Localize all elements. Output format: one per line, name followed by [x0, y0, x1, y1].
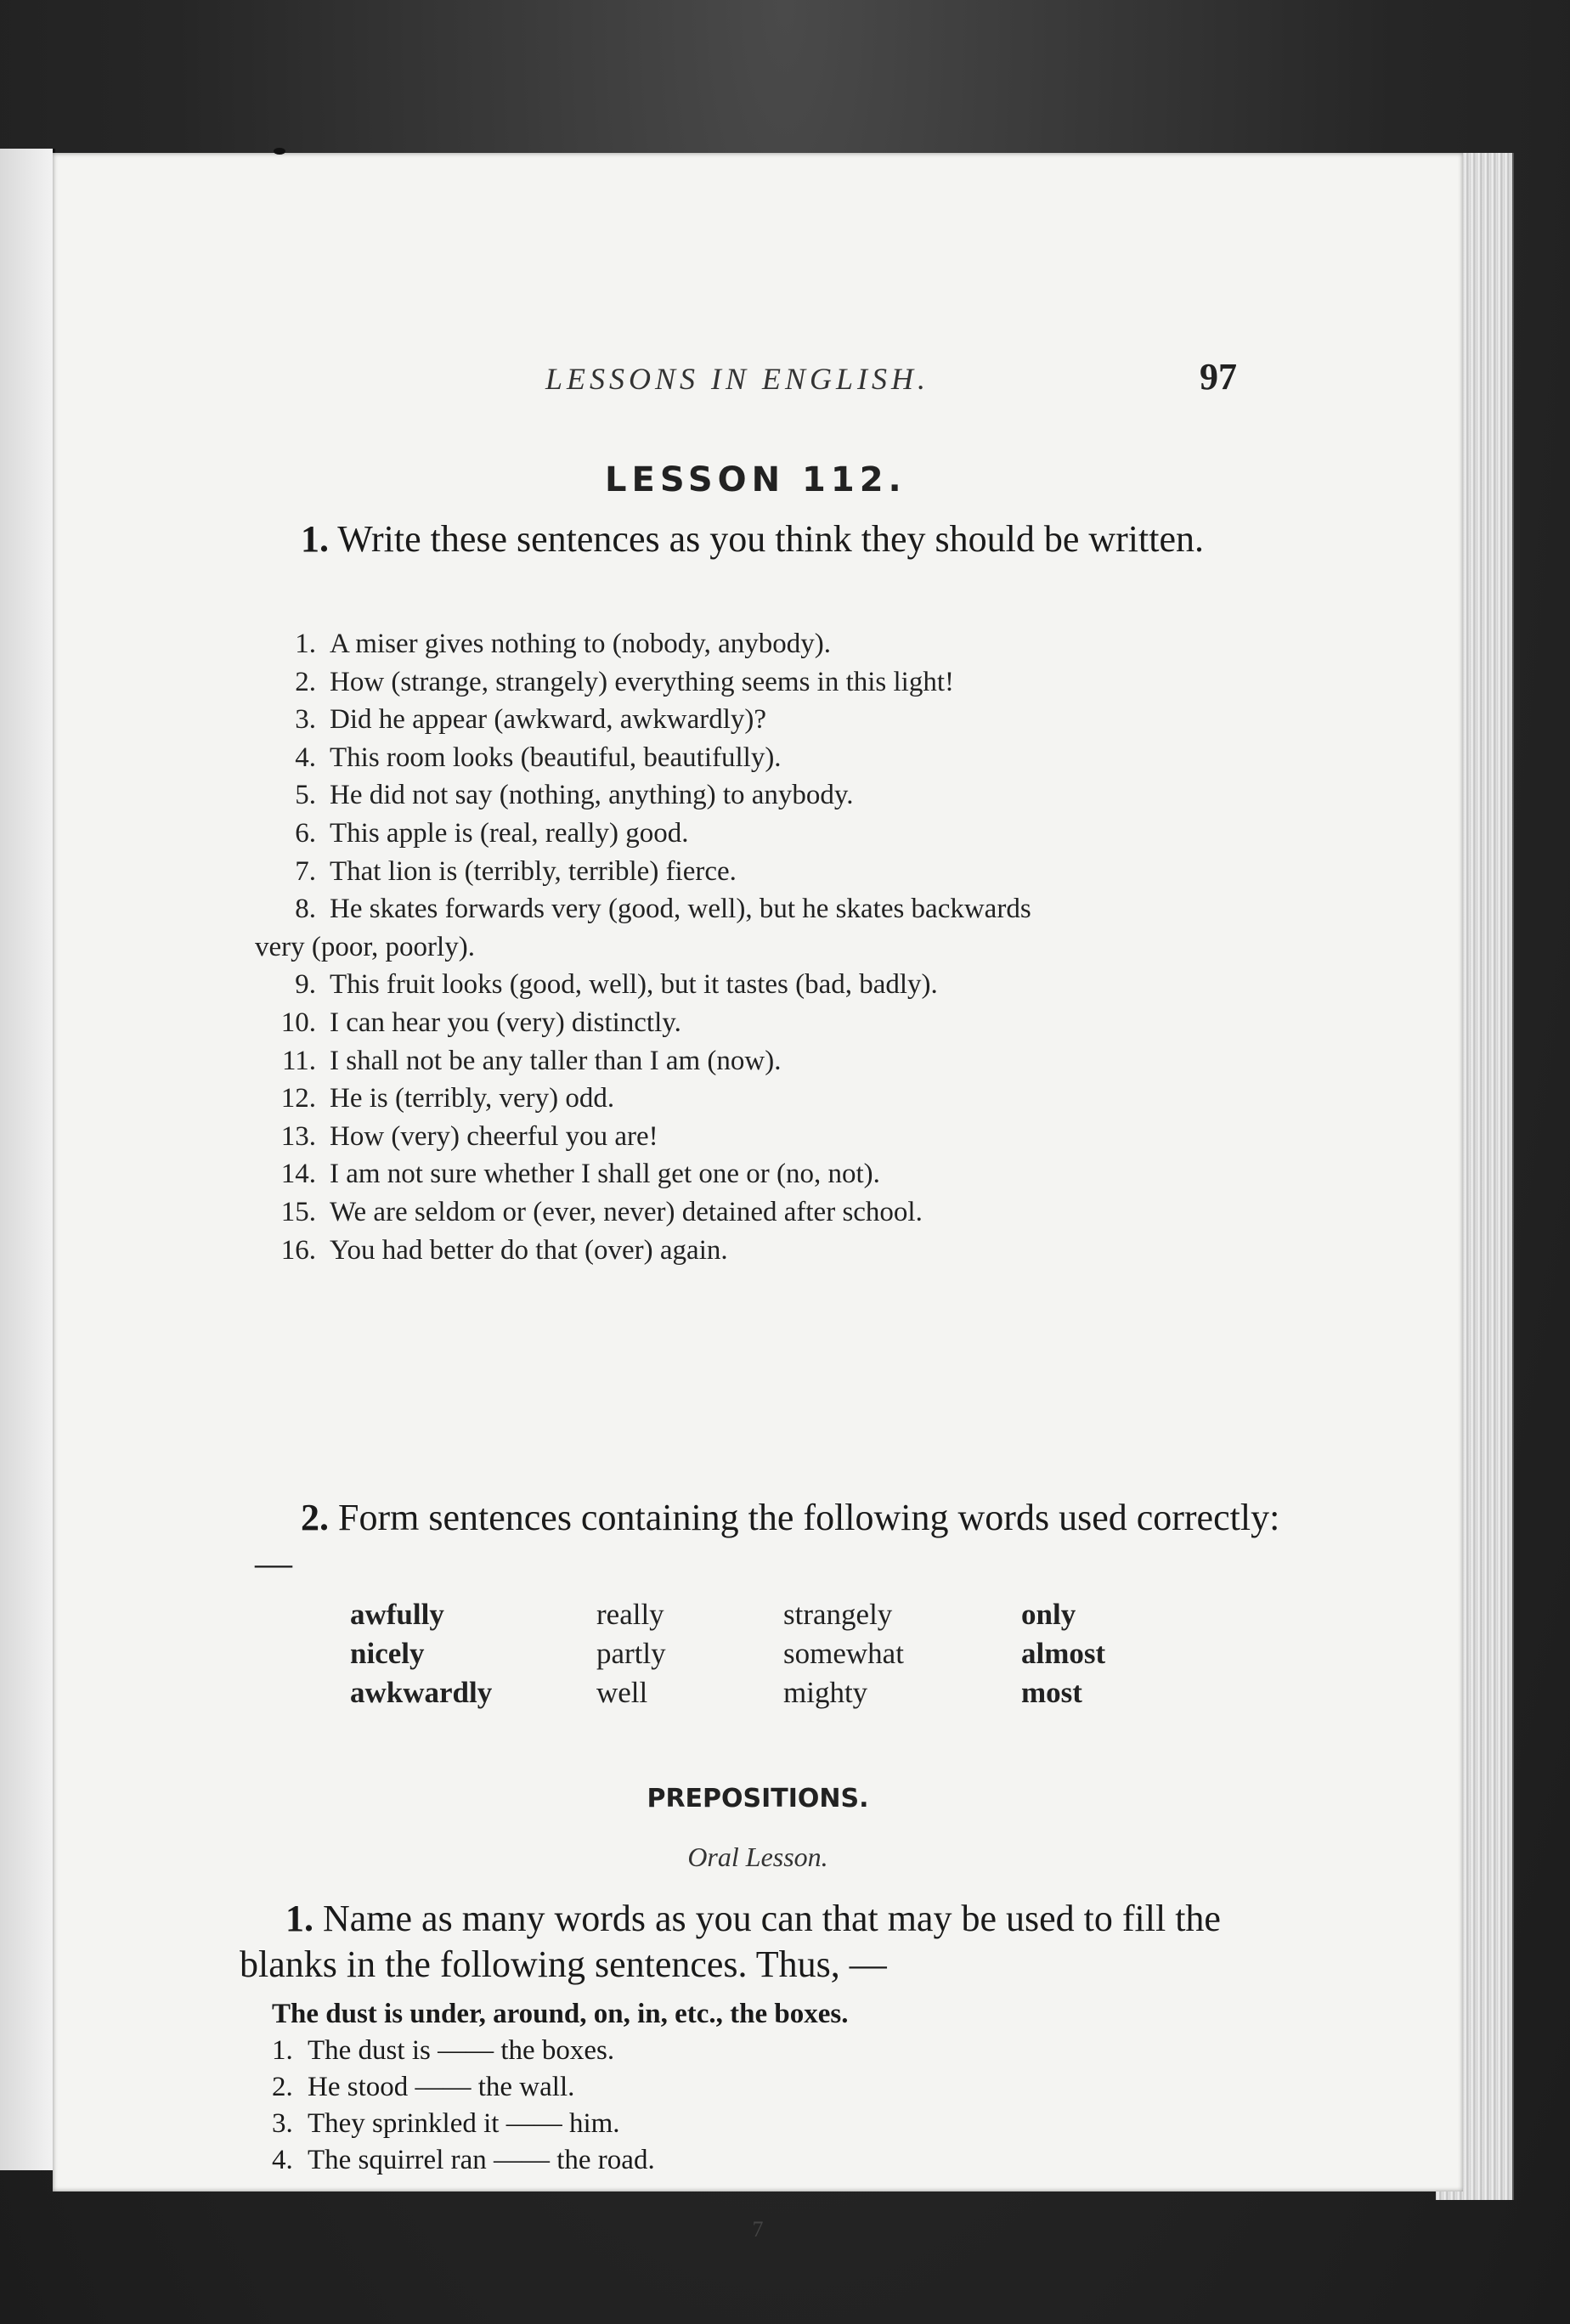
sentence-number: 12. — [280, 1083, 316, 1114]
exercise-number: 2. — [301, 1497, 329, 1538]
sentence-item — [255, 776, 1300, 815]
sentence-number: 3. — [295, 704, 316, 736]
sentence-text: This apple is (real, really) good. — [330, 817, 689, 849]
word-cell: partly — [596, 1637, 666, 1670]
sentence-item — [255, 890, 1300, 966]
sentence-text: This fruit looks (good, well), but it tastes (bad, badly). — [330, 969, 938, 1001]
exercise-1-instruction — [255, 516, 1300, 562]
sentence-item — [255, 739, 1300, 777]
word-table — [350, 1595, 1191, 1712]
sentence-text: I can hear you (very) distinctly. — [330, 1007, 681, 1038]
running-head: LESSONS IN ENGLISH. — [545, 362, 930, 396]
sentence-number: 16. — [280, 1234, 316, 1266]
sentence-text: We are seldom or (ever, never) detained after school. — [330, 1196, 923, 1227]
exercise-3-instruction — [240, 1896, 1302, 1988]
sentence-number: 9. — [295, 969, 316, 1001]
word-cell: awkwardly — [350, 1676, 493, 1709]
example-number: 2. — [272, 2072, 293, 2102]
word-cell: only — [1021, 1598, 1076, 1631]
sentence-text: I shall not be any taller than I am (now). — [330, 1045, 782, 1076]
sentence-item — [255, 701, 1300, 739]
sentence-item — [255, 1232, 1300, 1270]
sentence-text: He did not say (nothing, anything) to anybody. — [330, 780, 854, 811]
sentence-number: 13. — [280, 1120, 316, 1152]
sentence-number: 14. — [280, 1159, 316, 1190]
sentence-item — [255, 1042, 1300, 1080]
sentence-item — [255, 625, 1300, 663]
example-text: They sprinkled it —— him. — [308, 2108, 620, 2139]
word-cell: most — [1021, 1676, 1082, 1709]
word-cell: mighty — [783, 1676, 868, 1709]
example-lead: The dust is under, around, on, in, etc., the boxes. — [272, 1999, 849, 2029]
ink-mark — [274, 148, 285, 155]
sentence-number: 2. — [295, 666, 316, 697]
sentence-number: 6. — [295, 817, 316, 849]
page-number: 97 — [1200, 356, 1237, 398]
sentence-text: How (strange, strangely) everything seems in this light! — [330, 666, 955, 697]
signature-mark: 7 — [752, 2217, 764, 2242]
sentence-text: This room looks (beautiful, beautifully). — [330, 742, 782, 773]
sentence-item — [255, 1193, 1300, 1232]
sentence-list — [255, 625, 1300, 1269]
exercise-text: Form sentences containing the following words used correctly: — — [255, 1497, 1280, 1584]
sentence-number: 11. — [281, 1045, 316, 1076]
word-cell: really — [596, 1598, 664, 1631]
sentence-number: 8. — [295, 894, 316, 925]
word-cell: awfully — [350, 1598, 444, 1631]
sentence-number: 15. — [280, 1196, 316, 1227]
section-subheading: Oral Lesson. — [687, 1842, 828, 1872]
sentence-text: That lion is (terribly, terrible) fierce. — [330, 855, 737, 887]
sentence-text: He is (terribly, very) odd. — [330, 1083, 615, 1114]
example-number: 1. — [272, 2035, 293, 2066]
example-item — [272, 2033, 1291, 2069]
exercise-text: Name as many words as you can that may be used to fill the blanks in the following sentences. Thus, — — [240, 1898, 1221, 1985]
sentence-number: 10. — [280, 1007, 316, 1038]
exercise-text: Write these sentences as you think they should be written. — [337, 518, 1204, 560]
word-cell: well — [596, 1676, 648, 1709]
exercise-number: 1. — [285, 1898, 313, 1939]
sentence-number: 5. — [295, 780, 316, 811]
sentence-text: Did he appear (awkward, awkwardly)? — [330, 704, 767, 736]
sentence-number: 4. — [295, 742, 316, 773]
word-cell: strangely — [783, 1598, 893, 1631]
facing-page-edge — [0, 149, 55, 2170]
sentence-item — [255, 815, 1300, 853]
sentence-item — [255, 853, 1300, 891]
sentence-text: How (very) cheerful you are! — [330, 1120, 658, 1152]
sentence-item — [255, 1080, 1300, 1118]
lesson-title: LESSON 112. — [605, 460, 906, 499]
example-item — [272, 2142, 1291, 2179]
sentence-number: 7. — [295, 855, 316, 887]
sentence-text: I am not sure whether I shall get one or (no, not). — [330, 1159, 880, 1190]
example-text: He stood —— the wall. — [308, 2072, 575, 2102]
example-item — [272, 2106, 1291, 2142]
sentence-text: You had better do that (over) again. — [330, 1234, 728, 1266]
sentence-number: 1. — [295, 629, 316, 659]
example-item — [272, 2069, 1291, 2106]
sentence-item — [255, 1155, 1300, 1193]
example-number: 3. — [272, 2108, 293, 2139]
example-list — [272, 1996, 1291, 2179]
example-text: The dust is —— the boxes. — [308, 2035, 615, 2066]
sentence-item — [255, 1004, 1300, 1042]
word-cell: almost — [1021, 1637, 1106, 1670]
word-cell: nicely — [350, 1637, 425, 1670]
book-page — [53, 153, 1463, 2242]
sentence-item — [255, 663, 1300, 702]
exercise-number: 1. — [301, 518, 329, 560]
word-cell: somewhat — [783, 1637, 904, 1670]
sentence-item — [255, 966, 1300, 1004]
section-heading: PREPOSITIONS. — [647, 1784, 869, 1814]
sentence-text: He skates forwards very (good, well), but he skates backwards — [330, 894, 1031, 925]
sentence-item — [255, 1118, 1300, 1156]
sentence-text: A miser gives nothing to (nobody, anybody). — [330, 629, 831, 659]
exercise-2-instruction — [255, 1495, 1300, 1587]
sentence-continuation: very (poor, poorly). — [255, 931, 475, 962]
example-text: The squirrel ran —— the road. — [308, 2145, 655, 2175]
example-number: 4. — [272, 2145, 293, 2175]
